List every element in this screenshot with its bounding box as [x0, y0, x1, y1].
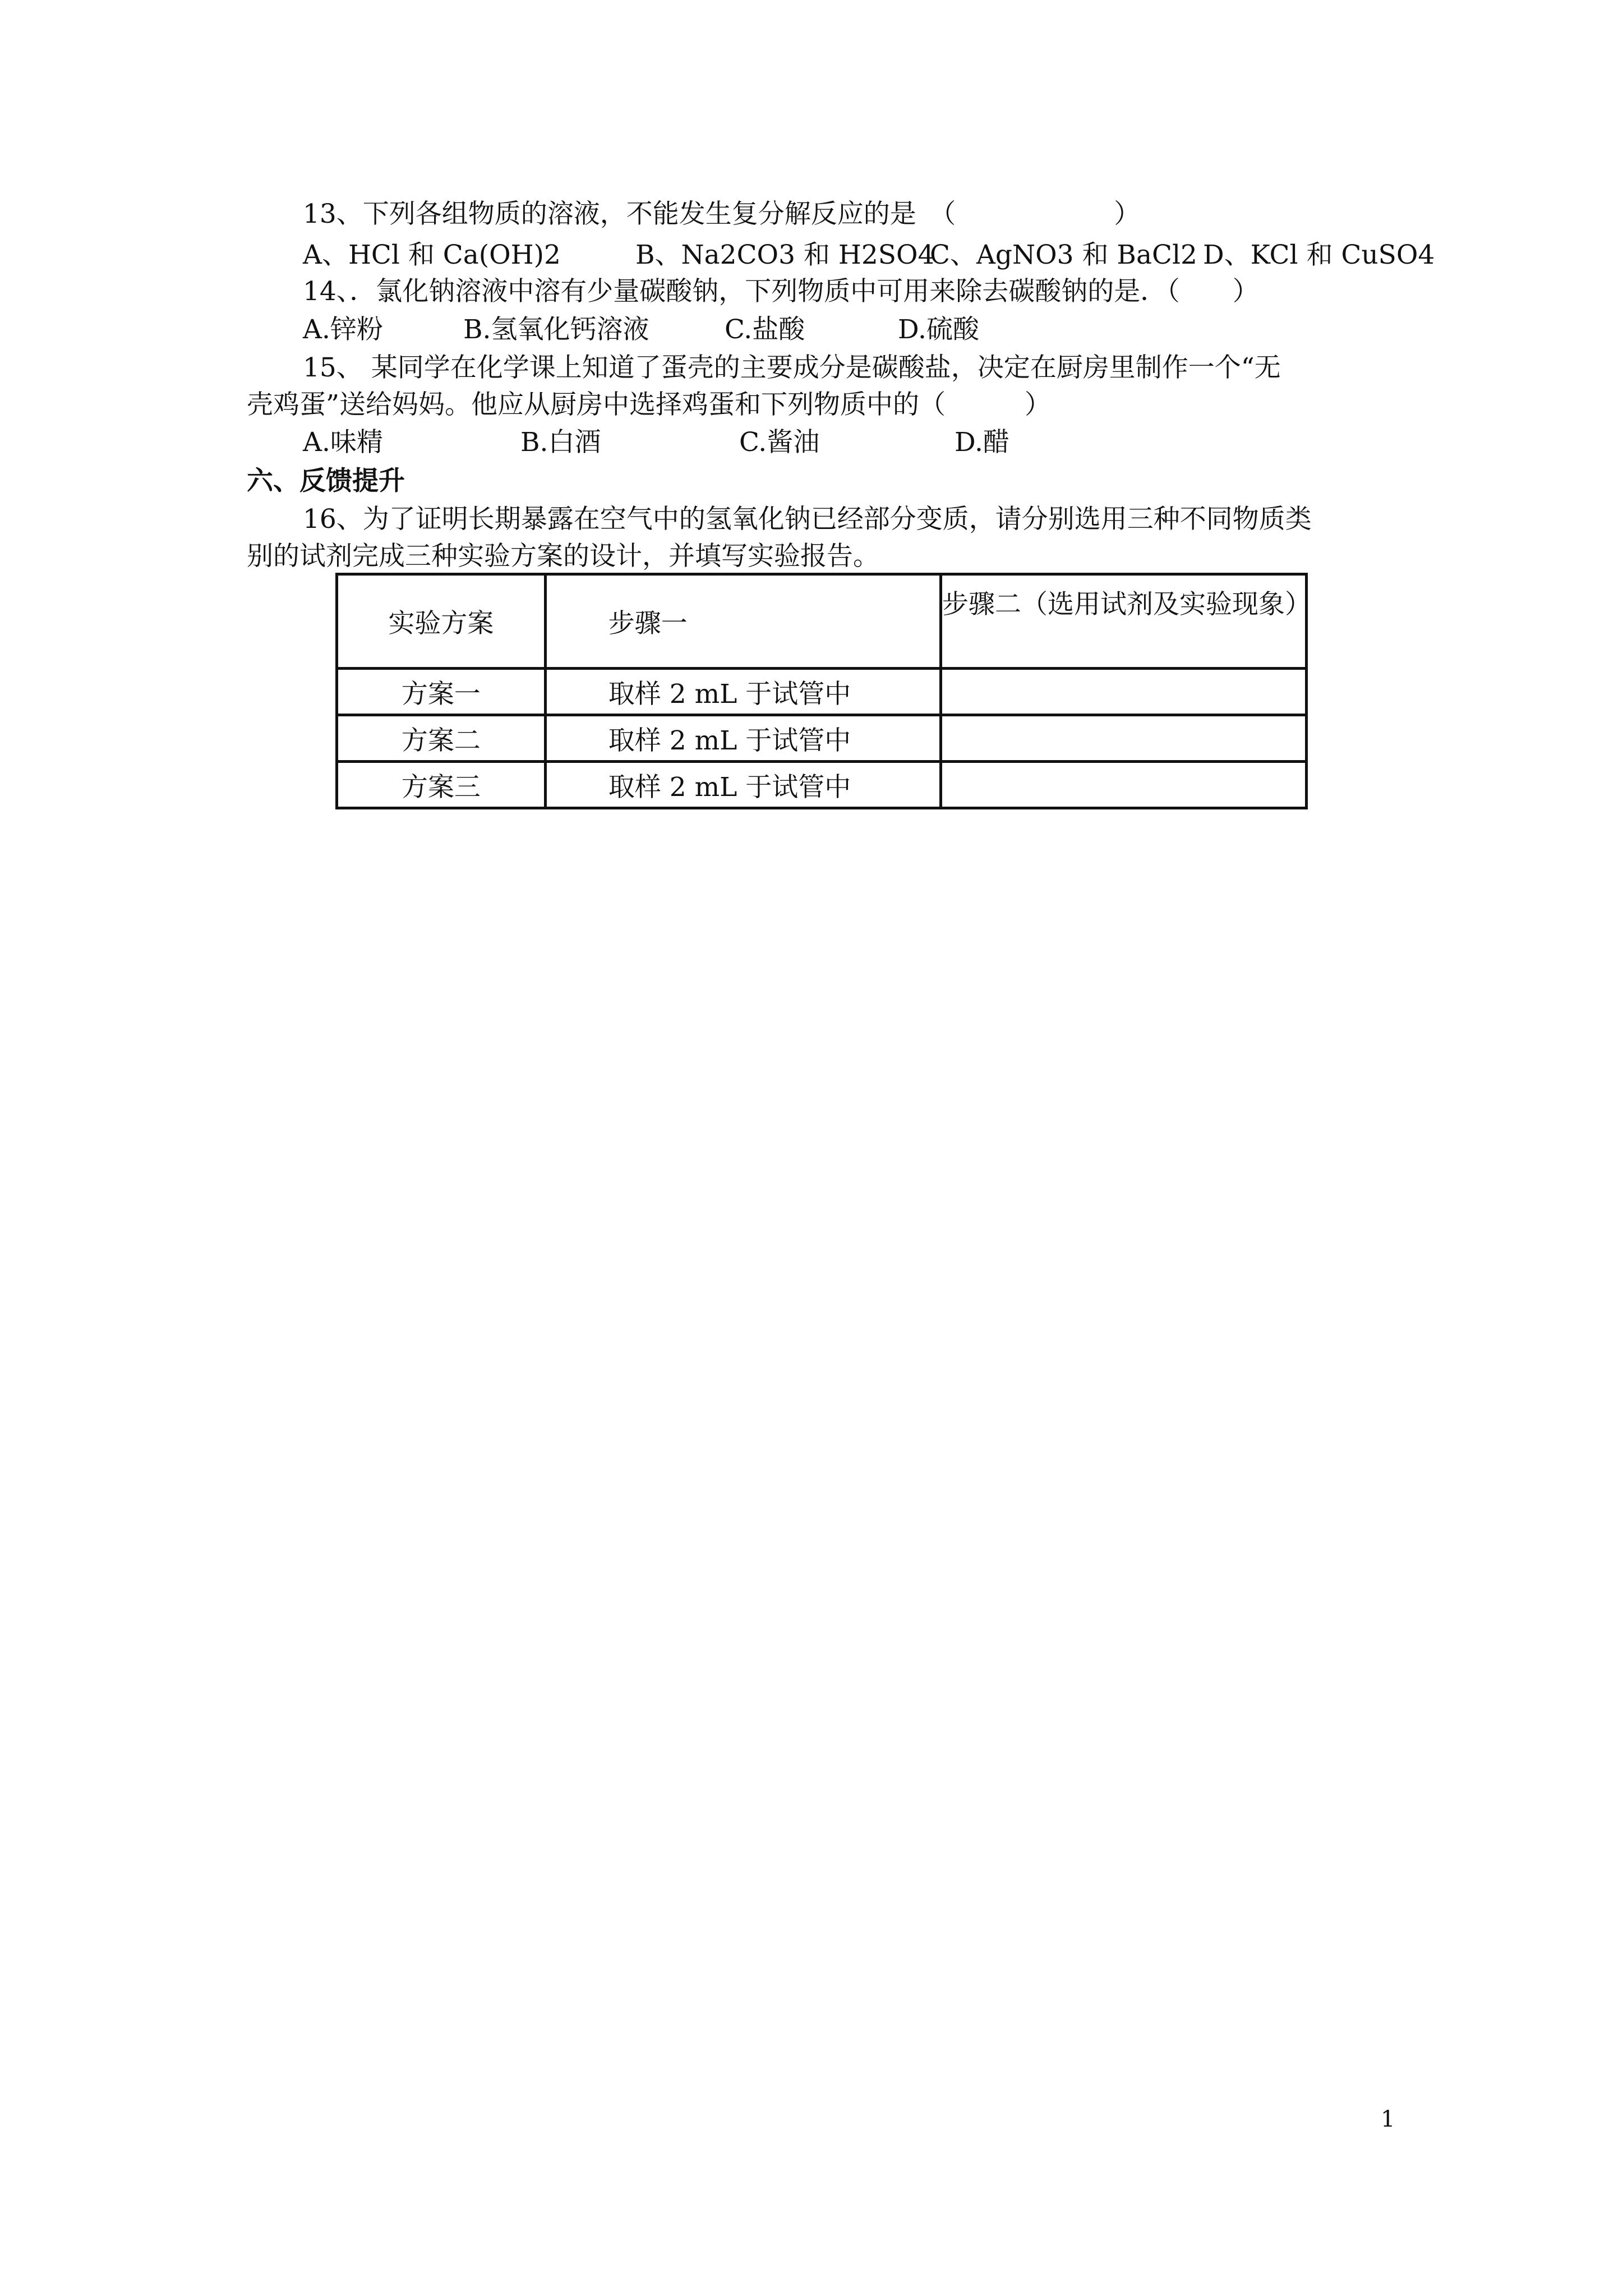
q15-option-b: B.白酒	[520, 427, 601, 458]
q13-option-c: C、AgNO3 和 BaCl2	[930, 240, 1197, 270]
q14-stem: 14、．氯化钠溶液中溶有少量碳酸钠，下列物质中可用来除去碳酸钠的是．（ ）	[303, 276, 1259, 307]
q15-stem-line2: 壳鸡蛋”送给妈妈。他应从厨房中选择鸡蛋和下列物质中的（ ）	[247, 389, 1052, 420]
header-step2: 步骤二（选用试剂及实验现象）	[941, 574, 1307, 669]
plan-cell: 方案三	[337, 762, 546, 808]
q13-option-b: B、Na2CO3 和 H2SO4	[635, 240, 935, 270]
q13-stem: 13、下列各组物质的溶液，不能发生复分解反应的是 （ ）	[303, 199, 1141, 229]
q15-stem-line1: 15、 某同学在化学课上知道了蛋壳的主要成分是碳酸盐，决定在厨房里制作一个“无	[303, 352, 1281, 383]
q16-stem-line2: 别的试剂完成三种实验方案的设计，并填写实验报告。	[247, 541, 879, 572]
table-row	[337, 762, 1307, 808]
step1-cell: 取样 2 mL 于试管中	[545, 669, 940, 715]
q15-option-c: C.酱油	[739, 427, 820, 458]
plan-cell: 方案二	[337, 715, 546, 762]
q16-stem-line1: 16、为了证明长期暴露在空气中的氢氧化钠已经部分变质，请分别选用三种不同物质类	[303, 504, 1312, 535]
page-number: 1	[1381, 2106, 1395, 2132]
header-step1: 步骤一	[545, 574, 940, 669]
q13-options	[303, 240, 1435, 270]
step2-answer-cell[interactable]	[941, 669, 1307, 715]
step2-answer-cell[interactable]	[941, 762, 1307, 808]
q15-options	[303, 429, 1088, 457]
q14-option-d: D.硫酸	[898, 314, 979, 345]
q13-option-d: D、KCl 和 CuSO4	[1203, 240, 1435, 270]
plan-cell: 方案一	[337, 669, 546, 715]
step1-cell: 取样 2 mL 于试管中	[545, 715, 940, 762]
q14-options	[303, 316, 1088, 344]
step1-cell: 取样 2 mL 于试管中	[545, 762, 940, 808]
q14-option-a: A.锌粉	[303, 314, 383, 345]
table-header-row	[337, 574, 1307, 669]
step2-answer-cell[interactable]	[941, 715, 1307, 762]
experiment-report-table	[335, 573, 1312, 809]
q13-option-a: A、HCl 和 Ca(OH)2	[303, 240, 561, 270]
table-row	[337, 715, 1307, 762]
section-title: 六、反馈提升	[247, 466, 405, 496]
q15-option-a: A.味精	[303, 427, 383, 458]
q15-option-d: D.醋	[955, 427, 1009, 458]
table-row	[337, 669, 1307, 715]
q14-option-b: B.氢氧化钙溶液	[463, 314, 649, 345]
q14-option-c: C.盐酸	[725, 314, 805, 345]
header-plan: 实验方案	[337, 574, 546, 669]
